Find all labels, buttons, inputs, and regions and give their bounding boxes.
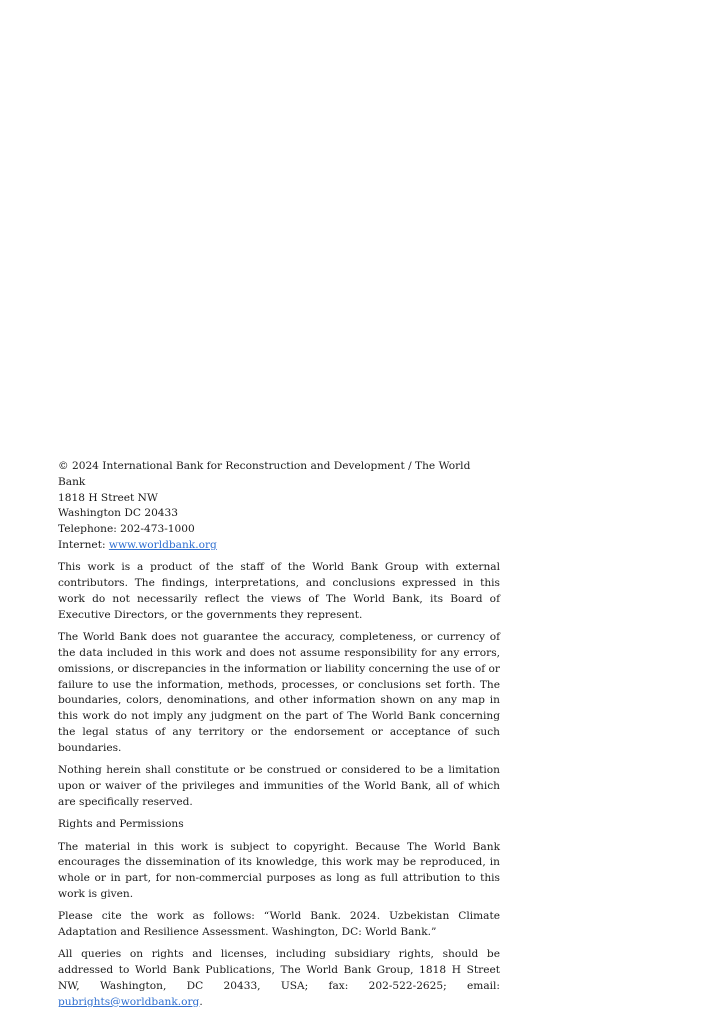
disclaimer-paragraph: This work is a product of the staff of the World Bank Group with external contributors. The findings, interpretations, and conclusions expressed in this work do not necessarily reflect the views of The World Bank, its Board of Executive Directors, or the governments they represent. (58, 561, 500, 621)
copyright-paragraph: The material in this work is subject to copyright. Because The World Bank encourages the dissemination of its knowledge, this work may be reproduced, in whole or in part, for non-commercial purposes as long as full attribution to this work is given. (58, 840, 500, 900)
publisher-address-block (58, 459, 500, 554)
accuracy-paragraph: The World Bank does not guarantee the accuracy, completeness, or currency of the data included in this work and does not assume responsibility for any errors, omissions, or discrepancies in the information or liability concerning the use of or failure to use the information, methods, processes, or conclusions set forth. The boundaries, colors, denominations, and other information shown on any map in this work do not imply any judgment on the part of The World Bank concerning the legal status of any territory or the endorsement or acceptance of such boundaries. (58, 631, 500, 754)
internet-line (58, 538, 500, 554)
internet-label: Internet: (58, 538, 109, 551)
immunities-paragraph: Nothing herein shall constitute or be construed or considered to be a limitation upon or waiver of the privileges and immunities of the World Bank, all of which are specifically reserved. (58, 764, 500, 808)
city-line: Washington DC 20433 (58, 507, 179, 520)
queries-text: All queries on rights and licenses, including subsidiary rights, should be addressed to World Bank Publications, The World Bank Group, 1818 H Street NW, Washington, DC 20433, USA; fax: 202-522-2625; email: (58, 948, 500, 993)
website-link[interactable]: www.worldbank.org (108, 538, 217, 551)
copyright-line: © 2024 International Bank for Reconstruction and Development / The World Bank (58, 460, 471, 488)
rights-heading: Rights and Permissions (58, 818, 184, 831)
citation-paragraph: Please cite the work as follows: “World Bank. 2024. Uzbekistan Climate Adaptation and Resilience Assessment. Washington, DC: World Bank.” (58, 910, 500, 939)
email-link[interactable]: pubrights@worldbank.org (58, 995, 200, 1008)
street-line: 1818 H Street NW (58, 491, 158, 504)
queries-end: . (199, 995, 203, 1008)
queries-paragraph (58, 947, 500, 1010)
copyright-page (58, 459, 500, 1011)
telephone-line: Telephone: 202-473-1000 (58, 523, 195, 536)
